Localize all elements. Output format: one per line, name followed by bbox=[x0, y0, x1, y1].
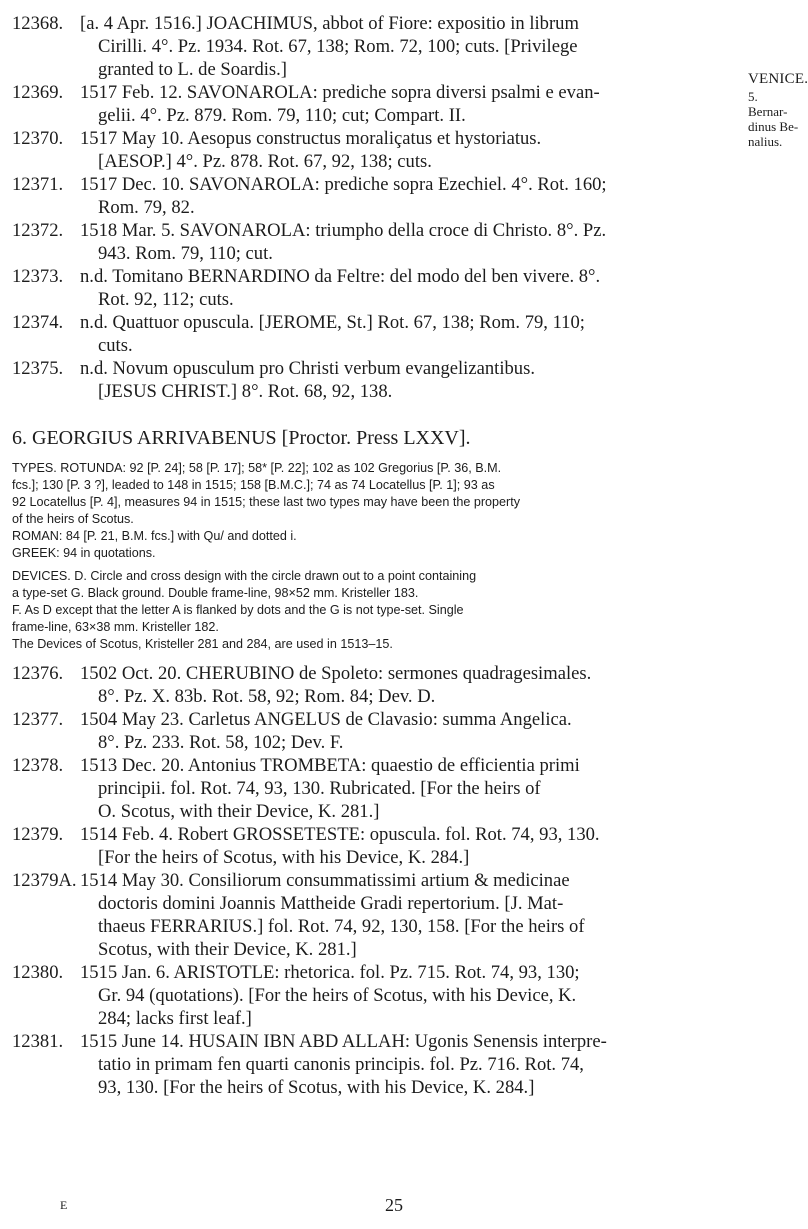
entry-line: Rot. 92, 112; cuts. bbox=[98, 289, 234, 310]
entry-line: 943. Rom. 79, 110; cut. bbox=[98, 243, 273, 264]
margin-printer-line: 5. Bernar- bbox=[748, 89, 788, 119]
margin-printer-line: nalius. bbox=[748, 134, 783, 149]
entry-line: 1518 Mar. 5. SAVONAROLA: triumpho della croce di Christo. 8°. Pz. bbox=[80, 220, 607, 241]
entry-line: [AESOP.] 4°. Pz. 878. Rot. 67, 92, 138; cuts. bbox=[98, 151, 432, 172]
entry-line: gelii. 4°. Pz. 879. Rom. 79, 110; cut; Compart. II. bbox=[98, 105, 466, 126]
margin-note bbox=[748, 70, 808, 149]
entry-line: 1517 May 10. Aesopus constructus moraliçatus et hystoriatus. bbox=[80, 128, 542, 149]
entry-line: [For the heirs of Scotus, with his Device, K. 284.] bbox=[98, 847, 470, 868]
entry-number: 12368. bbox=[12, 13, 64, 34]
signature-mark: E bbox=[60, 1198, 68, 1212]
note-line: frame-line, 63×38 mm. Kristeller 182. bbox=[12, 620, 219, 634]
entry-line: principii. fol. Rot. 74, 93, 130. Rubricated. [For the heirs of bbox=[98, 778, 541, 799]
entry-line: 93, 130. [For the heirs of Scotus, with his Device, K. 284.] bbox=[98, 1077, 535, 1098]
entry-number: 12372. bbox=[12, 220, 64, 241]
entry-line: Gr. 94 (quotations). [For the heirs of Scotus, with his Device, K. bbox=[98, 985, 577, 1006]
entry-number: 12376. bbox=[12, 663, 64, 684]
entry-line: 1513 Dec. 20. Antonius TROMBETA: quaestio de efficientia primi bbox=[80, 755, 580, 776]
entry-line: [JESUS CHRIST.] 8°. Rot. 68, 92, 138. bbox=[98, 381, 393, 402]
entry-line: [a. 4 Apr. 1516.] JOACHIMUS, abbot of Fiore: expositio in librum bbox=[80, 13, 579, 34]
entry-line: 1517 Dec. 10. SAVONAROLA: prediche sopra Ezechiel. 4°. Rot. 160; bbox=[80, 174, 607, 195]
entry-number: 12371. bbox=[12, 174, 64, 195]
entry-line: Scotus, with their Device, K. 281.] bbox=[98, 939, 357, 960]
entry-line: 1517 Feb. 12. SAVONAROLA: prediche sopra diversi psalmi e evan- bbox=[80, 82, 600, 103]
entry-number: 12379. bbox=[12, 824, 64, 845]
devices-note bbox=[12, 568, 782, 653]
note-line: of the heirs of Scotus. bbox=[12, 512, 134, 526]
entry-line: 8°. Pz. 233. Rot. 58, 102; Dev. F. bbox=[98, 732, 344, 753]
entry-number: 12370. bbox=[12, 128, 64, 149]
entry-number: 12375. bbox=[12, 358, 64, 379]
entry-number: 12377. bbox=[12, 709, 64, 730]
entry-line: n.d. Novum opusculum pro Christi verbum evangelizantibus. bbox=[80, 358, 535, 379]
entry-line: 1514 Feb. 4. Robert GROSSETESTE: opuscula. fol. Rot. 74, 93, 130. bbox=[80, 824, 600, 845]
entry-line: 1502 Oct. 20. CHERUBINO de Spoleto: sermones quadragesimales. bbox=[80, 663, 592, 684]
entry-line: O. Scotus, with their Device, K. 281.] bbox=[98, 801, 380, 822]
entry-line: 284; lacks first leaf.] bbox=[98, 1008, 252, 1029]
entry-line: 1515 June 14. HUSAIN IBN ABD ALLAH: Ugonis Senensis interpre- bbox=[80, 1031, 607, 1052]
note-line: TYPES. ROTUNDA: 92 [P. 24]; 58 [P. 17]; 58* [P. 22]; 102 as 102 Gregorius [P. 36, B.M. bbox=[12, 461, 502, 475]
entry-number: 12381. bbox=[12, 1031, 64, 1052]
entry-line: cuts. bbox=[98, 335, 133, 356]
entry-line: 1504 May 23. Carletus ANGELUS de Clavasio: summa Angelica. bbox=[80, 709, 572, 730]
entry-number: 12380. bbox=[12, 962, 64, 983]
types-note bbox=[12, 460, 782, 562]
entry-number: 12374. bbox=[12, 312, 64, 333]
margin-printer-line: dinus Be- bbox=[748, 119, 799, 134]
entry-line: 8°. Pz. X. 83b. Rot. 58, 92; Rom. 84; Dev. D. bbox=[98, 686, 436, 707]
entry-line: tatio in primam fen quarti canonis principis. fol. Pz. 716. Rot. 74, bbox=[98, 1054, 584, 1075]
note-line: F. As D except that the letter A is flanked by dots and the G is not type-set. Single bbox=[12, 603, 464, 617]
page-number: 25 bbox=[385, 1195, 403, 1215]
entry-number: 12379A. bbox=[12, 870, 77, 891]
section-heading: 6. GEORGIUS ARRIVABENUS [Proctor. Press LXXV]. bbox=[12, 427, 471, 449]
note-line: 92 Locatellus [P. 4], measures 94 in 1515; these last two types may have been the property bbox=[12, 495, 521, 509]
note-line: DEVICES. D. Circle and cross design with the circle drawn out to a point containing bbox=[12, 569, 477, 583]
entry-line: 1514 May 30. Consiliorum consummatissimi artium & medicinae bbox=[80, 870, 570, 891]
note-line: ROMAN: 84 [P. 21, B.M. fcs.] with Qu/ and dotted i. bbox=[12, 529, 297, 543]
note-line: The Devices of Scotus, Kristeller 281 and 284, are used in 1513–15. bbox=[12, 637, 393, 651]
entry-number: 12378. bbox=[12, 755, 64, 776]
entry-line: 1515 Jan. 6. ARISTOTLE: rhetorica. fol. Pz. 715. Rot. 74, 93, 130; bbox=[80, 962, 580, 983]
note-line: a type-set G. Black ground. Double frame-line, 98×52 mm. Kristeller 183. bbox=[12, 586, 419, 600]
entry-line: Rom. 79, 82. bbox=[98, 197, 195, 218]
note-line: fcs.]; 130 [P. 3 ?], leaded to 148 in 1515; 158 [B.M.C.]; 74 as 74 Locatellus [P. 1]; 93 as bbox=[12, 478, 495, 492]
entry-line: Cirilli. 4°. Pz. 1934. Rot. 67, 138; Rom. 72, 100; cuts. [Privilege bbox=[98, 36, 578, 57]
entry-number: 12369. bbox=[12, 82, 64, 103]
entry-line: n.d. Quattuor opuscula. [JEROME, St.] Rot. 67, 138; Rom. 79, 110; bbox=[80, 312, 585, 333]
note-line: GREEK: 94 in quotations. bbox=[12, 546, 156, 560]
entry-number: 12373. bbox=[12, 266, 64, 287]
margin-city: VENICE. bbox=[748, 71, 808, 87]
entry-line: thaeus FERRARIUS.] fol. Rot. 74, 92, 130, 158. [For the heirs of bbox=[98, 916, 585, 937]
entry-line: n.d. Tomitano BERNARDINO da Feltre: del modo del ben vivere. 8°. bbox=[80, 266, 601, 287]
entry-line: granted to L. de Soardis.] bbox=[98, 59, 287, 80]
entry-line: doctoris domini Joannis Mattheide Gradi repertorium. [J. Mat- bbox=[98, 893, 564, 914]
